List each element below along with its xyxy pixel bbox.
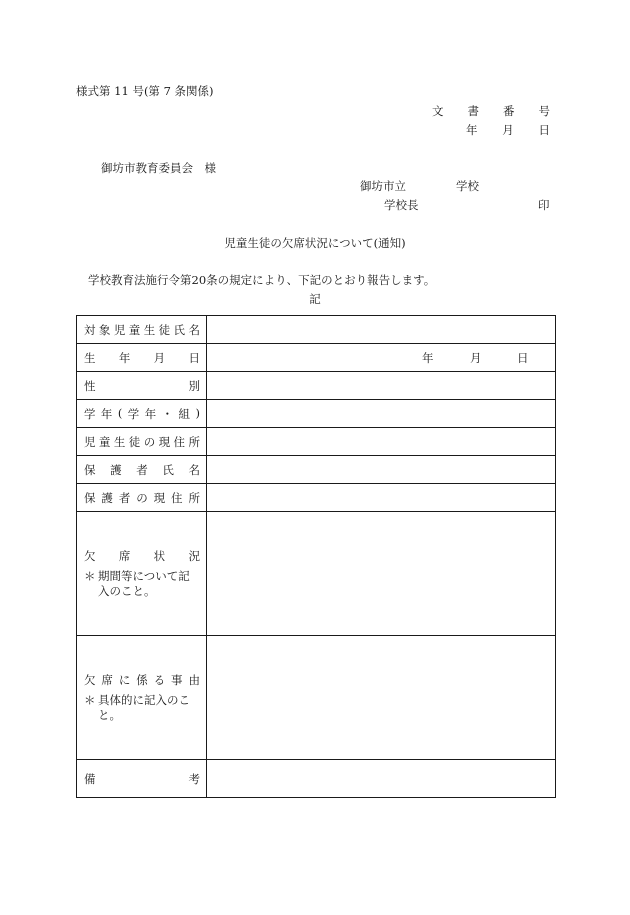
label-birthdate: [77, 344, 207, 372]
spread-grade: 学 年 ( 学 年 ・ 組 ): [84, 405, 200, 421]
label-absence-reason: [77, 636, 207, 760]
school-prefix: 御坊市立: [360, 179, 406, 193]
date-month-label: 月: [502, 123, 514, 137]
document-number-label: [432, 104, 550, 118]
value-absence-status[interactable]: [207, 512, 556, 636]
absence-status-note: [84, 569, 200, 599]
ki-label: 記: [309, 292, 321, 306]
spread-remarks: 備 考: [84, 771, 200, 786]
value-student-address[interactable]: [207, 428, 556, 456]
intro-text: 学校教育法施行令第20条の規定により、下記のとおり報告します。: [88, 273, 436, 287]
row-gender: [77, 372, 556, 400]
spread-birthdate: 生 年 月 日: [84, 350, 200, 365]
absence-reason-note-text: 具体的に記入のこと。: [98, 693, 190, 722]
date-day-label: 日: [538, 123, 550, 137]
principal-label: 学校長: [384, 198, 419, 212]
row-remarks: [77, 760, 556, 798]
note-mark-2: ＊: [84, 693, 96, 707]
value-birthdate[interactable]: [207, 344, 556, 372]
spread-absence-reason: 欠 席 に 係 る 事 由: [84, 673, 200, 687]
spread-doc-number: 文 書 番 号: [432, 104, 550, 118]
value-remarks[interactable]: [207, 760, 556, 798]
label-gender: [77, 372, 207, 400]
label-absence-status: [77, 512, 207, 636]
label-remarks: [77, 760, 207, 798]
value-guardian-name[interactable]: [207, 456, 556, 484]
value-guardian-address[interactable]: [207, 484, 556, 512]
label-student-name: [77, 316, 207, 344]
birth-year-label: 年: [422, 351, 434, 365]
row-birthdate: [77, 344, 556, 372]
birth-day-label: 日: [517, 351, 529, 365]
spread-absence-status: 欠 席 状 況: [84, 549, 200, 563]
form-number: 様式第 11 号(第 7 条関係): [76, 84, 214, 98]
report-table: [76, 315, 556, 798]
spread-gender: 性 別: [84, 378, 200, 393]
seal-label: 印: [538, 198, 550, 212]
row-absence-status: [77, 512, 556, 636]
spread-guardian-address: 保 護 者 の 現 住 所: [84, 490, 200, 505]
value-student-name[interactable]: [207, 316, 556, 344]
spread-student-address: 児 童 生 徒 の 現 住 所: [84, 434, 200, 449]
row-guardian-name: [77, 456, 556, 484]
school-suffix: 学校: [456, 179, 479, 193]
row-student-address: [77, 428, 556, 456]
label-guardian-name: [77, 456, 207, 484]
value-absence-reason[interactable]: [207, 636, 556, 760]
absence-reason-note: [84, 693, 200, 723]
document-title: 児童生徒の欠席状況について(通知): [224, 236, 406, 250]
row-guardian-address: [77, 484, 556, 512]
birth-month-label: 月: [470, 351, 482, 365]
row-student-name: [77, 316, 556, 344]
label-student-address: [77, 428, 207, 456]
date-year-label: 年: [466, 123, 478, 137]
date-fields: [466, 123, 550, 137]
spread-student-name: 対 象 児 童 生 徒 氏 名: [84, 322, 200, 337]
value-gender[interactable]: [207, 372, 556, 400]
row-absence-reason: [77, 636, 556, 760]
spread-guardian-name: 保 護 者 氏 名: [84, 462, 200, 477]
row-grade: [77, 400, 556, 428]
note-mark-1: ＊: [84, 569, 96, 583]
recipient: 御坊市教育委員会 様: [101, 161, 216, 175]
label-guardian-address: [77, 484, 207, 512]
value-grade[interactable]: [207, 400, 556, 428]
absence-status-note-text: 期間等について記入のこと。: [98, 569, 190, 598]
label-grade: [77, 400, 207, 428]
